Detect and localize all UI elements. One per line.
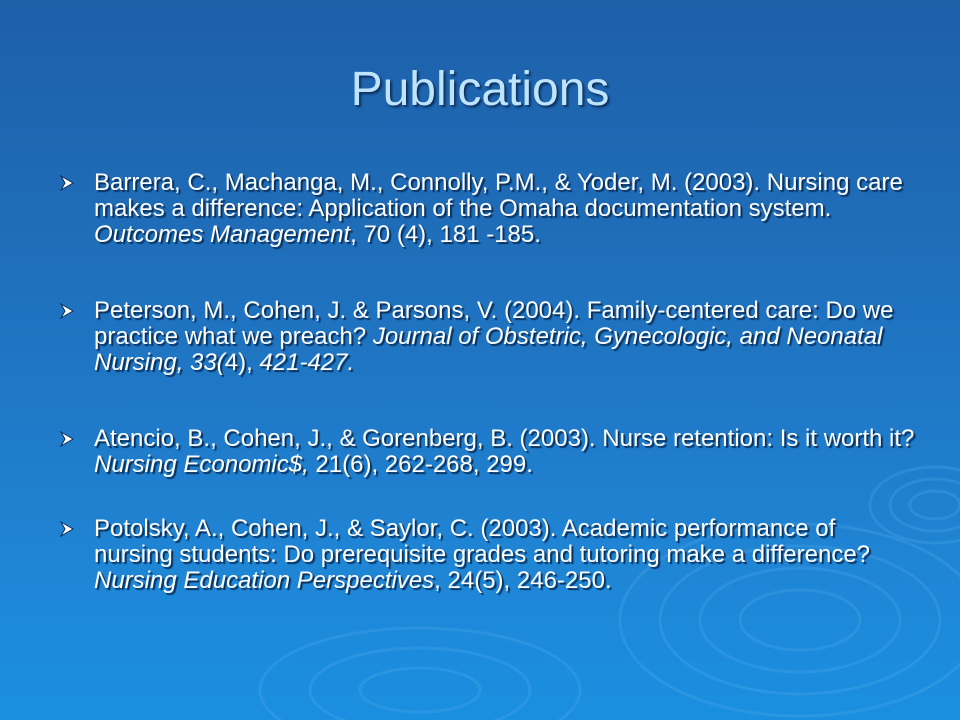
reference-text: Potolsky, A., Cohen, J., & Saylor, C. (2003). Academic performance of nursing students: Do prerequisite grades and tutoring make a difference? — [94, 515, 871, 568]
reference-text: Atencio, B., Cohen, J., & Gorenberg, B. (2003). Nurse retention: Is it worth it? — [94, 425, 915, 452]
arrowhead-bullet-icon — [60, 303, 74, 319]
journal-title: Nursing Education Perspectives — [94, 567, 435, 594]
reference-volume: , 70 (4), 181 -185. — [350, 221, 541, 248]
arrowhead-bullet-icon — [60, 431, 74, 447]
list-item — [60, 170, 920, 248]
publication-list — [60, 170, 920, 644]
arrowhead-bullet-icon — [60, 521, 74, 537]
list-item — [60, 298, 920, 376]
reference-volume: 4), — [224, 349, 260, 376]
slide-title: Publications — [350, 63, 610, 116]
journal-title: Outcomes Management — [94, 221, 351, 248]
reference-text: Peterson, M., Cohen, J. & Parsons, V. (2004). Family-centered care: Do we practice what we preach? — [94, 297, 894, 350]
reference-volume: 21(6), 262-268, 299. — [308, 451, 533, 478]
reference-volume: , 24(5), 246-250. — [434, 567, 612, 594]
list-item — [60, 516, 920, 594]
journal-title: Journal of Obstetric, Gynecologic, and Neonatal Nursing, 33( — [94, 323, 883, 376]
reference-pages: 421-427. — [259, 349, 355, 376]
reference-text: Barrera, C., Machanga, M., Connolly, P.M., & Yoder, M. (2003). Nursing care makes a difference: Application of the Omaha documentation system. — [94, 169, 903, 222]
journal-title: Nursing Economic$, — [94, 451, 309, 478]
arrowhead-bullet-icon — [60, 175, 74, 191]
list-item — [60, 426, 920, 478]
